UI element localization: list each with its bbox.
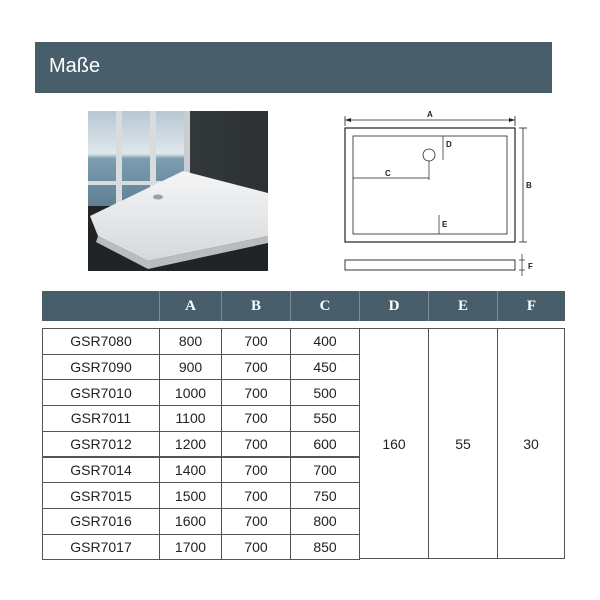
c-cell: 500	[290, 379, 360, 406]
label-d: D	[446, 140, 452, 149]
shared-f-cell: 30	[497, 328, 565, 559]
label-c: C	[385, 169, 391, 178]
a-cell: 1000	[159, 379, 222, 406]
header-f: F	[497, 291, 565, 321]
header-model	[42, 291, 159, 321]
header-b: B	[221, 291, 290, 321]
dimensions-table	[42, 291, 565, 559]
dimension-diagram	[335, 100, 535, 280]
a-cell: 1700	[159, 534, 222, 561]
a-cell: 1200	[159, 431, 222, 458]
model-cell: GSR7090	[42, 354, 160, 381]
product-photo	[88, 111, 268, 271]
model-cell: GSR7010	[42, 379, 160, 406]
a-cell: 1100	[159, 405, 222, 432]
header-d: D	[359, 291, 428, 321]
c-cell: 450	[290, 354, 360, 381]
section-header	[35, 42, 552, 93]
header-a: A	[159, 291, 221, 321]
label-a: A	[427, 110, 433, 119]
c-cell: 750	[290, 482, 360, 509]
c-cell: 800	[290, 508, 360, 535]
c-cell: 850	[290, 534, 360, 561]
model-cell: GSR7016	[42, 508, 160, 535]
shared-e-cell: 55	[428, 328, 498, 559]
b-cell: 700	[221, 354, 291, 381]
a-cell: 1600	[159, 508, 222, 535]
b-cell: 700	[221, 457, 291, 484]
c-cell: 600	[290, 431, 360, 458]
section-title: Maße	[49, 55, 101, 77]
a-cell: 1400	[159, 457, 222, 484]
header-e: E	[428, 291, 497, 321]
model-cell: GSR7011	[42, 405, 160, 432]
model-cell: GSR7080	[42, 328, 160, 355]
a-cell: 900	[159, 354, 222, 381]
label-e: E	[442, 220, 448, 229]
c-cell: 700	[290, 457, 360, 484]
header-c: C	[290, 291, 359, 321]
label-f: F	[528, 262, 533, 271]
model-cell: GSR7017	[42, 534, 160, 561]
b-cell: 700	[221, 405, 291, 432]
model-cell: GSR7015	[42, 482, 160, 509]
a-cell: 1500	[159, 482, 222, 509]
label-b: B	[526, 181, 532, 190]
b-cell: 700	[221, 328, 291, 355]
model-cell: GSR7012	[42, 431, 160, 458]
c-cell: 400	[290, 328, 360, 355]
b-cell: 700	[221, 431, 291, 458]
c-cell: 550	[290, 405, 360, 432]
model-cell: GSR7014	[42, 457, 160, 484]
b-cell: 700	[221, 482, 291, 509]
b-cell: 700	[221, 534, 291, 561]
shared-d-cell: 160	[359, 328, 429, 559]
b-cell: 700	[221, 379, 291, 406]
a-cell: 800	[159, 328, 222, 355]
b-cell: 700	[221, 508, 291, 535]
